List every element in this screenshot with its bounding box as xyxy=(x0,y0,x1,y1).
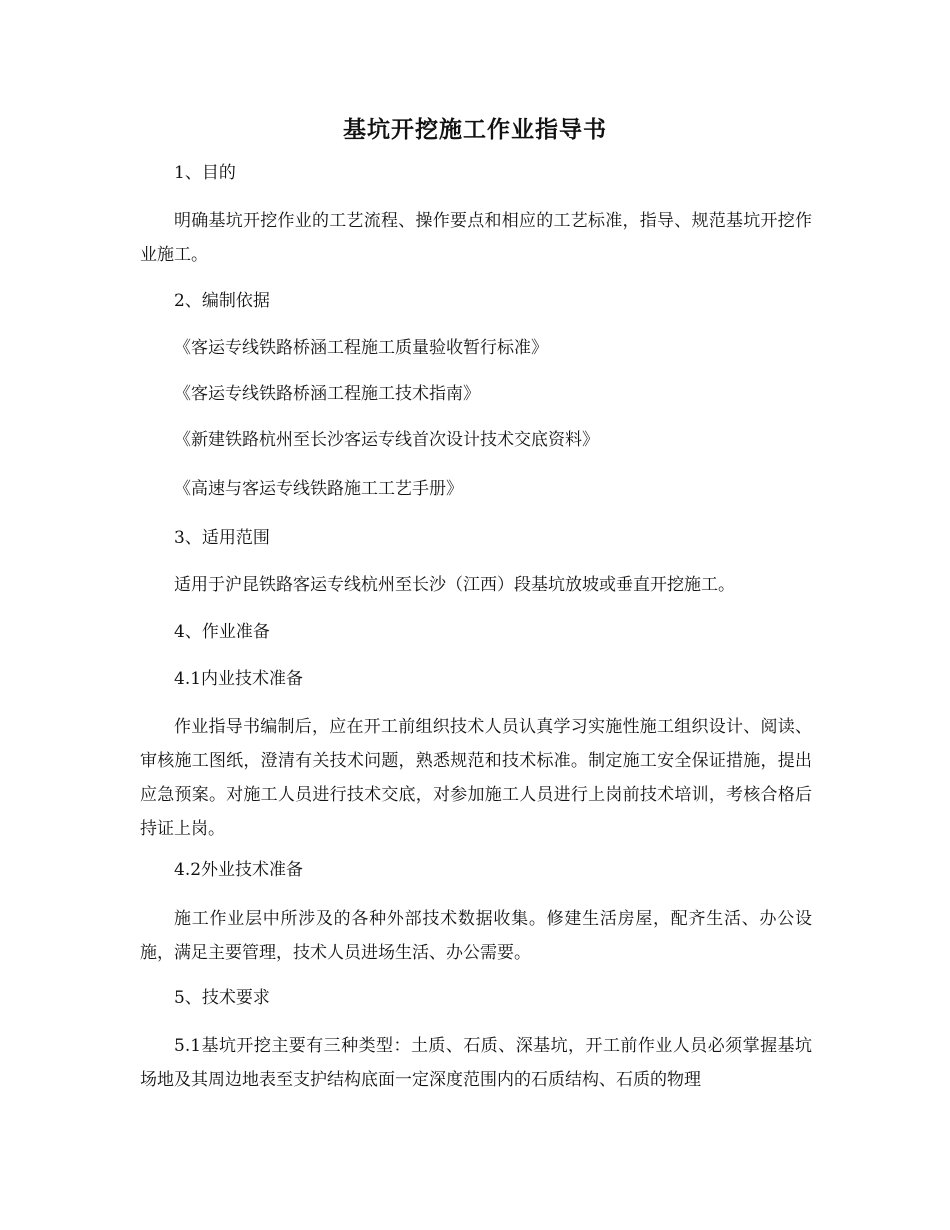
document-title: 基坑开挖施工作业指导书 xyxy=(343,116,607,143)
section-2-heading: 2、编制依据 xyxy=(174,291,270,311)
section-5-1-body: 5.1基坑开挖主要有三种类型：土质、石质、深基坑，开工前作业人员必须掌握基坑场地及其周边地表至支护结构底面一定深度范围内的石质结构、石质的物理 xyxy=(140,1036,812,1090)
section-4-2-heading: 4.2外业技术准备 xyxy=(174,860,304,880)
reference-item: 《客运专线铁路桥涵工程施工技术指南》 xyxy=(174,384,480,404)
reference-item: 《高速与客运专线铁路施工工艺手册》 xyxy=(174,479,463,499)
section-4-2-body: 施工作业层中所涉及的各种外部技术数据收集。修建生活房屋，配齐生活、办公设施，满足主要管理，技术人员进场生活、办公需要。 xyxy=(140,909,812,963)
section-4-heading: 4、作业准备 xyxy=(174,622,270,642)
section-5-heading: 5、技术要求 xyxy=(174,988,270,1008)
section-4-1-heading: 4.1内业技术准备 xyxy=(174,669,304,689)
reference-item: 《新建铁路杭州至长沙客运专线首次设计技术交底资料》 xyxy=(174,430,599,450)
section-3-body: 适用于沪昆铁路客运专线杭州至长沙（江西）段基坑放坡或垂直开挖施工。 xyxy=(174,575,735,595)
section-1-heading: 1、目的 xyxy=(174,163,236,183)
reference-item: 《客运专线铁路桥涵工程施工质量验收暂行标准》 xyxy=(174,338,548,358)
section-3-heading: 3、适用范围 xyxy=(174,528,270,548)
section-1-body: 明确基坑开挖作业的工艺流程、操作要点和相应的工艺标准，指导、规范基坑开挖作业施工。 xyxy=(140,211,812,265)
section-4-1-body: 作业指导书编制后，应在开工前组织技术人员认真学习实施性施工组织设计、阅读、审核施工图纸，澄清有关技术问题，熟悉规范和技术标准。制定施工安全保证措施，提出应急预案。对施工人员进行技术交底，对参加施工人员进行上岗前技术培训，考核合格后持证上岗。 xyxy=(140,717,812,839)
